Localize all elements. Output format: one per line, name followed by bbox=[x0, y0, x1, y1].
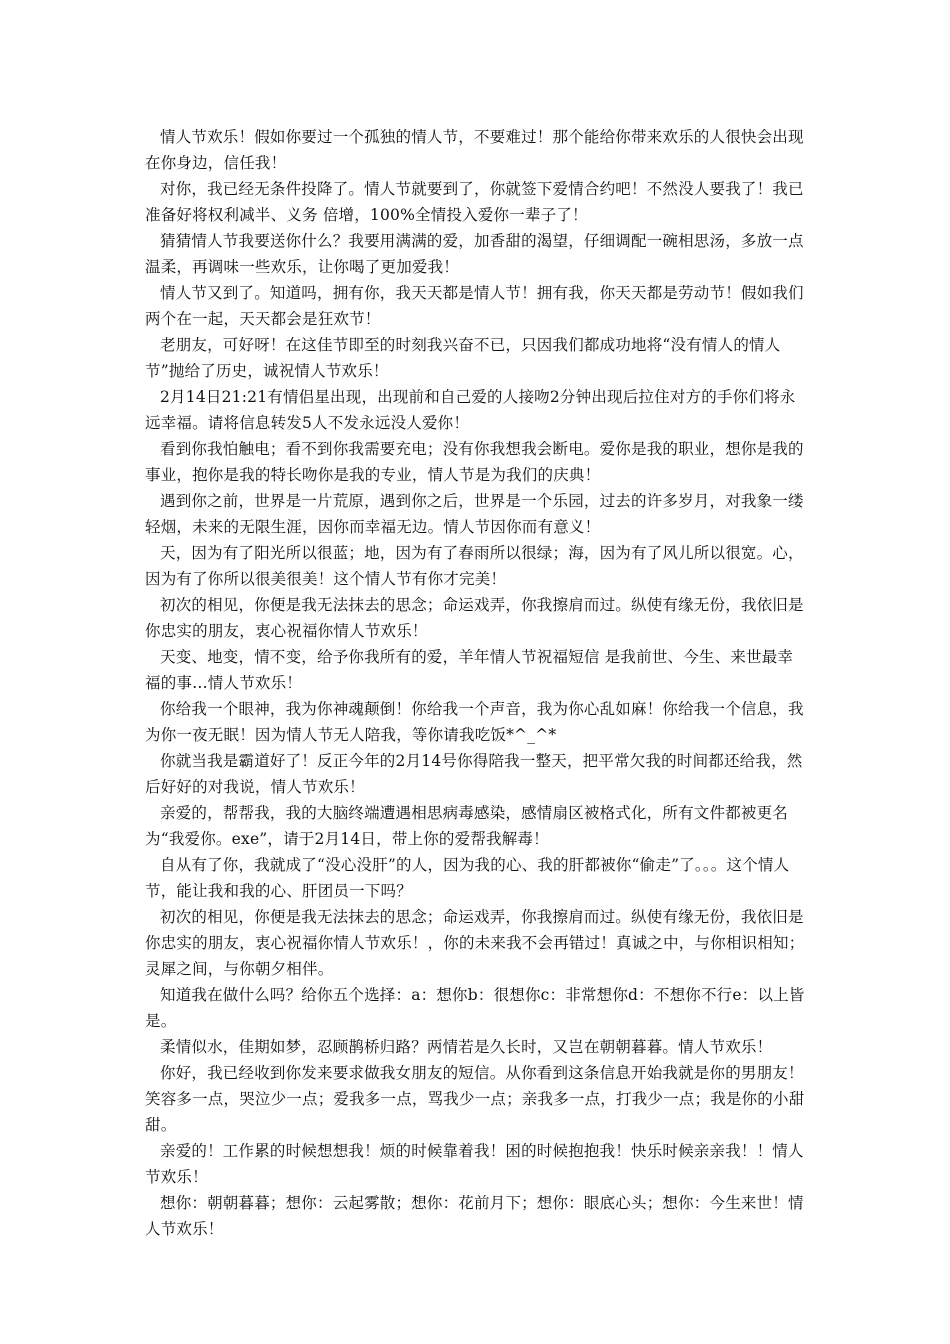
paragraph: 你好，我已经收到你发来要求做我女朋友的短信。从你看到这条信息开始我就是你的男朋友！笑容多一点，哭泣少一点；爱我多一点，骂我少一点；亲我多一点，打我少一点；我是你的小甜甜。 bbox=[145, 1064, 805, 1134]
paragraph: 看到你我怕触电；看不到你我需要充电；没有你我想我会断电。爱你是我的职业，想你是我的事业，抱你是我的特长吻你是我的专业，情人节是为我们的庆典！ bbox=[145, 440, 804, 484]
paragraph: 初次的相见，你便是我无法抹去的思念；命运戏弄，你我擦肩而过。纵使有缘无份，我依旧是你忠实的朋友，衷心祝福你情人节欢乐！，你的未来我不会再错过！真诚之中，与你相识相知；灵犀之间，与你朝夕相伴。 bbox=[145, 908, 805, 978]
paragraph: 2月14日21:21有情侣星出现，出现前和自己爱的人接吻2分钟出现后拉住对方的手你们将永远幸福。请将信息转发5人不发永远没人爱你！ bbox=[145, 388, 796, 432]
paragraph: 对你，我已经无条件投降了。情人节就要到了，你就签下爱情合约吧！不然没人要我了！我已准备好将权利减半、义务 倍增，100%全情投入爱你一辈子了！ bbox=[145, 180, 804, 224]
paragraph: 遇到你之前，世界是一片荒原，遇到你之后，世界是一个乐园，过去的许多岁月，对我象一缕轻烟，未来的无限生涯，因你而幸福无边。情人节因你而有意义！ bbox=[145, 492, 804, 536]
paragraph: 你给我一个眼神，我为你神魂颠倒！你给我一个声音，我为你心乱如麻！你给我一个信息，我为你一夜无眠！因为情人节无人陪我，等你请我吃饭*^_^* bbox=[145, 700, 804, 744]
paragraph: 想你：朝朝暮暮；想你：云起雾散；想你：花前月下；想你：眼底心头；想你：今生来世！情人节欢乐！ bbox=[145, 1194, 804, 1238]
paragraph: 天变、地变，情不变，给予你我所有的爱，羊年情人节祝福短信 是我前世、今生、来世最幸福的事…情人节欢乐！ bbox=[145, 648, 794, 692]
paragraph: 天，因为有了阳光所以很蓝；地，因为有了春雨所以很绿；海，因为有了风儿所以很宽。心，因为有了你所以很美很美！这个情人节有你才完美！ bbox=[145, 544, 804, 588]
paragraph: 情人节欢乐！假如你要过一个孤独的情人节，不要难过！那个能给你带来欢乐的人很快会出现在你身边，信任我！ bbox=[145, 128, 804, 172]
paragraph: 初次的相见，你便是我无法抹去的思念；命运戏弄，你我擦肩而过。纵使有缘无份，我依旧是你忠实的朋友，衷心祝福你情人节欢乐！ bbox=[145, 596, 804, 640]
paragraph: 猜猜情人节我要送你什么？我要用满满的爱，加香甜的渴望，仔细调配一碗相思汤，多放一点温柔，再调味一些欢乐，让你喝了更加爱我！ bbox=[145, 232, 804, 276]
paragraph: 老朋友，可好呀！在这佳节即至的时刻我兴奋不已，只因我们都成功地将“没有情人的情人节”抛给了历史，诚祝情人节欢乐！ bbox=[145, 336, 781, 380]
paragraph: 亲爱的，帮帮我，我的大脑终端遭遇相思病毒感染，感情扇区被格式化，所有文件都被更名为“我爱你。exe”，请于2月14日，带上你的爱帮我解毒！ bbox=[145, 804, 789, 848]
paragraph: 知道我在做什么吗？给你五个选择：a：想你b：很想你c：非常想你d：不想你不行e：以上皆是。 bbox=[145, 986, 805, 1030]
document-body bbox=[145, 124, 807, 1242]
paragraph: 情人节又到了。知道吗，拥有你，我天天都是情人节！拥有我，你天天都是劳动节！假如我们两个在一起，天天都会是狂欢节！ bbox=[145, 284, 804, 328]
paragraph: 柔情似水，佳期如梦，忍顾鹊桥归路？两情若是久长时，又岂在朝朝暮暮。情人节欢乐！ bbox=[160, 1038, 773, 1056]
paragraph: 你就当我是霸道好了！反正今年的2月14号你得陪我一整天，把平常欠我的时间都还给我，然后好好的对我说，情人节欢乐！ bbox=[145, 752, 803, 796]
paragraph: 自从有了你，我就成了“没心没肝”的人，因为我的心、我的肝都被你“偷走”了。。。这个情人节，能让我和我的心、肝团员一下吗？ bbox=[145, 856, 790, 900]
paragraph: 亲爱的！工作累的时候想想我！烦的时候靠着我！困的时候抱抱我！快乐时候亲亲我！！情人节欢乐！ bbox=[145, 1142, 804, 1186]
